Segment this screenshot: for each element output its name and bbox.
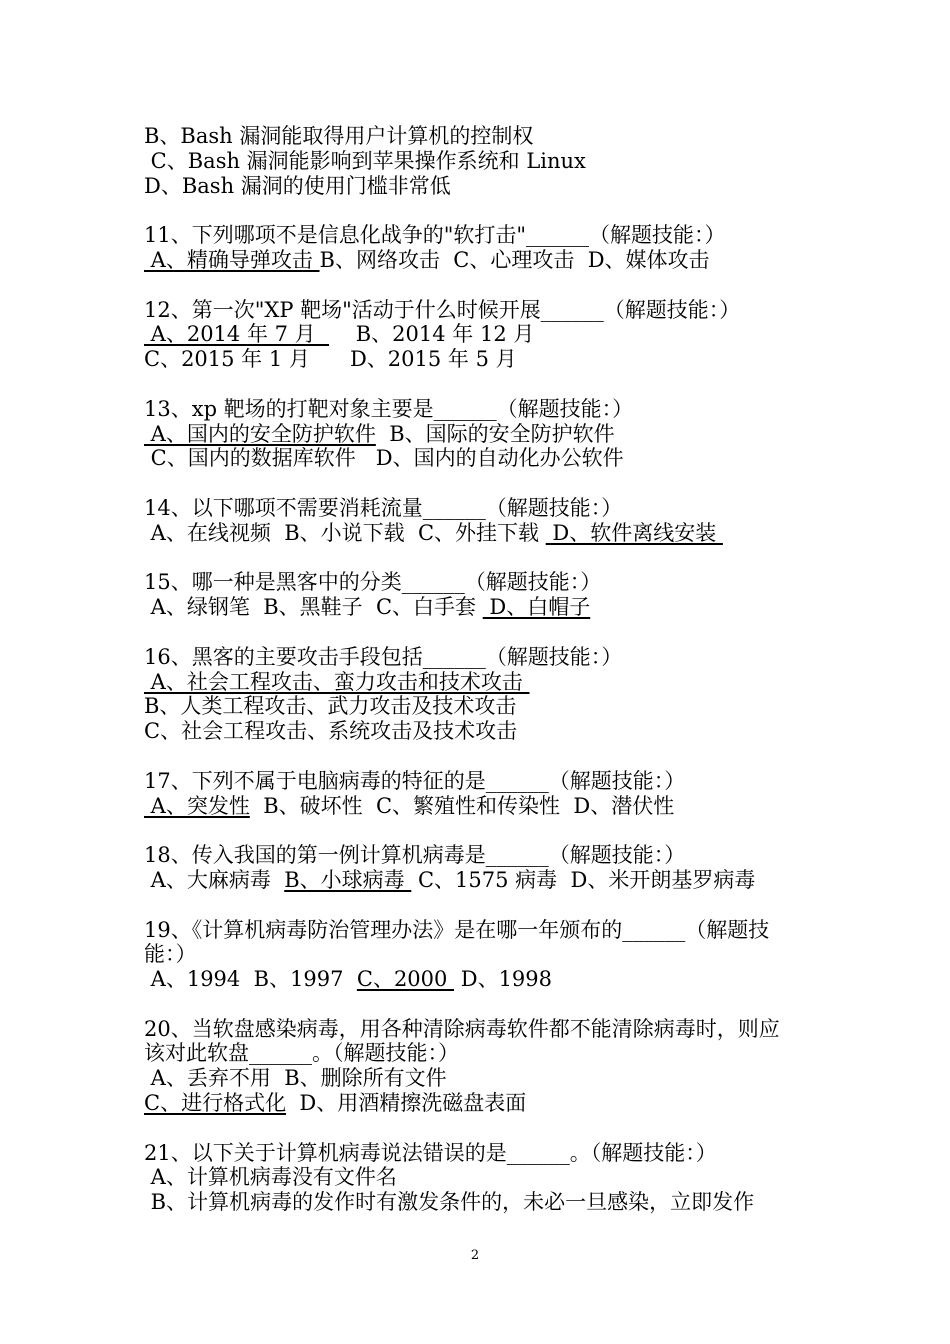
question-stem: 17、下列不属于电脑病毒的特征的是______（解题技能：）	[144, 768, 686, 793]
question-stem-continued: 能：）	[144, 942, 197, 967]
question-19	[144, 918, 814, 992]
option-text: A、大麻病毒	[144, 867, 285, 892]
option-line	[144, 422, 814, 447]
option-line	[144, 1091, 814, 1116]
option-line: A、计算机病毒没有文件名	[144, 1165, 397, 1190]
correct-answer: C、2000	[356, 967, 455, 992]
question-20	[144, 1017, 814, 1116]
option-text: B、破坏性 C、繁殖性和传染性 D、潜伏性	[249, 793, 675, 818]
option-line	[144, 868, 814, 893]
correct-answer: A、突发性	[144, 793, 250, 818]
question-11	[144, 223, 814, 273]
question-14	[144, 496, 814, 546]
question-12	[144, 298, 814, 372]
option-line: C、Bash 漏洞能影响到苹果操作系统和 Linux	[144, 148, 586, 173]
correct-answer: A、国内的安全防护软件	[144, 421, 376, 446]
page-number: 2	[470, 1248, 480, 1263]
question-stem: 14、以下哪项不需要消耗流量______（解题技能：）	[144, 495, 623, 520]
question-10-options-continued	[144, 124, 814, 198]
question-stem-continued: 该对此软盘______。（解题技能：）	[144, 1041, 459, 1066]
question-stem: 11、下列哪项不是信息化战争的"软打击"______（解题技能：）	[144, 223, 726, 248]
question-stem: 19、《计算机病毒防治管理办法》是在哪一年颁布的______（解题技	[144, 917, 770, 942]
option-line: A、丢弃不用 B、删除所有文件	[144, 1066, 447, 1091]
question-stem: 18、传入我国的第一例计算机病毒是______（解题技能：）	[144, 843, 686, 868]
correct-answer: A、2014 年 7 月	[144, 322, 330, 347]
option-text: A、在线视频 B、小说下载 C、外挂下载	[144, 520, 546, 545]
option-line: C、2015 年 1 月 D、2015 年 5 月	[144, 347, 517, 372]
option-text: B、2014 年 12 月	[329, 322, 535, 347]
page-content	[144, 124, 814, 1240]
correct-answer: D、白帽子	[482, 595, 591, 620]
question-stem: 21、以下关于计算机病毒说法错误的是______。（解题技能：）	[144, 1140, 717, 1165]
option-line	[144, 248, 814, 273]
correct-answer: A、社会工程攻击、蛮力攻击和技术攻击	[144, 669, 530, 694]
option-line	[144, 322, 814, 347]
option-line: C、国内的数据库软件 D、国内的自动化办公软件	[144, 446, 624, 471]
option-text: A、绿钢笔 B、黑鞋子 C、白手套	[144, 595, 483, 620]
option-text: C、1575 病毒 D、米开朗基罗病毒	[411, 867, 756, 892]
option-text: B、国际的安全防护软件	[375, 421, 615, 446]
option-line	[144, 521, 814, 546]
question-stem: 20、当软盘感染病毒，用各种清除病毒软件都不能清除病毒时，则应	[144, 1016, 780, 1041]
option-text: B、网络攻击 C、心理攻击 D、媒体攻击	[319, 247, 710, 272]
correct-answer: A、精确导弹攻击	[144, 247, 320, 272]
question-stem: 12、第一次"XP 靶场"活动于什么时候开展______（解题技能：）	[144, 297, 741, 322]
option-line: B、Bash 漏洞能取得用户计算机的控制权	[144, 124, 534, 148]
question-17	[144, 769, 814, 819]
question-stem: 16、黑客的主要攻击手段包括______（解题技能：）	[144, 644, 623, 669]
question-18	[144, 843, 814, 893]
option-line: B、人类工程攻击、武力攻击及技术攻击	[144, 694, 517, 719]
option-line: D、Bash 漏洞的使用门槛非常低	[144, 173, 451, 198]
correct-answer: D、软件离线安装	[545, 520, 723, 545]
option-text: A、1994 B、1997	[144, 967, 357, 992]
correct-answer: B、小球病毒	[284, 867, 412, 892]
question-16	[144, 645, 814, 744]
option-line	[144, 967, 814, 992]
option-line	[144, 670, 814, 695]
correct-answer: C、进行格式化	[144, 1091, 287, 1116]
question-stem: 13、xp 靶场的打靶对象主要是______（解题技能：）	[144, 396, 634, 421]
question-21	[144, 1141, 814, 1215]
question-stem: 15、哪一种是黑客中的分类______（解题技能：）	[144, 570, 602, 595]
question-15	[144, 570, 814, 620]
option-text: D、1998	[454, 967, 553, 992]
option-line: C、社会工程攻击、系统攻击及技术攻击	[144, 719, 518, 744]
option-text: D、用酒精擦洗磁盘表面	[286, 1091, 527, 1116]
option-line	[144, 595, 814, 620]
option-line: B、计算机病毒的发作时有激发条件的，未必一旦感染，立即发作	[144, 1190, 755, 1215]
option-line	[144, 794, 814, 819]
question-13	[144, 397, 814, 471]
